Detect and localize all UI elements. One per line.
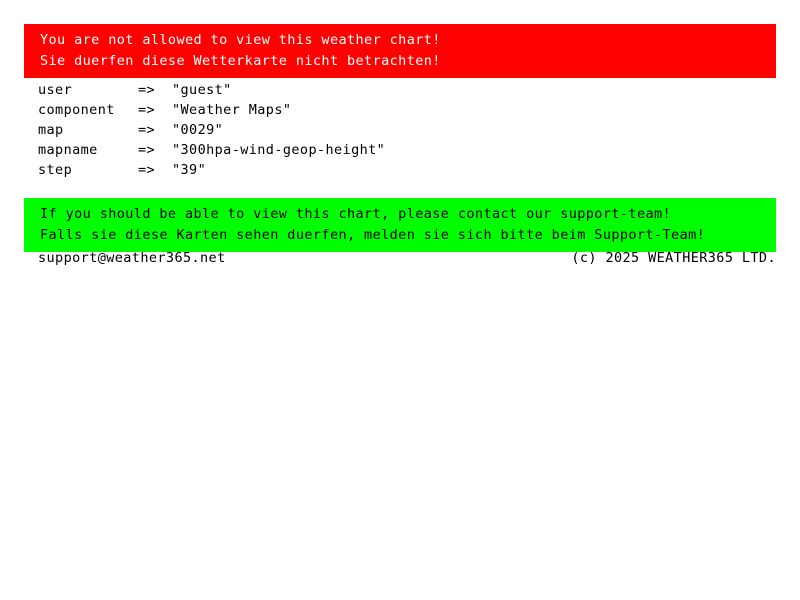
support-email-link[interactable]: support@weather365.net: [38, 250, 226, 266]
parameter-value: "guest": [172, 82, 232, 98]
parameter-row-mapname: [38, 140, 758, 160]
parameter-value: "300hpa-wind-geop-height": [172, 142, 386, 158]
error-banner-line-en: You are not allowed to view this weather chart!: [40, 32, 441, 48]
footer: [38, 250, 776, 266]
parameter-key: mapname: [38, 142, 98, 158]
parameter-value: "Weather Maps": [172, 102, 292, 118]
error-banner-line-de: Sie duerfen diese Wetterkarte nicht betrachten!: [40, 53, 441, 69]
parameter-arrow: =>: [138, 162, 156, 178]
error-banner: [24, 24, 776, 78]
parameter-arrow: =>: [138, 122, 156, 138]
parameter-row-step: [38, 160, 758, 180]
parameter-arrow: =>: [138, 82, 156, 98]
support-banner: [24, 198, 776, 252]
parameter-row-user: [38, 80, 758, 100]
parameter-row-map: [38, 120, 758, 140]
parameter-value: "0029": [172, 122, 224, 138]
parameter-key: component: [38, 102, 115, 118]
parameter-key: user: [38, 82, 73, 98]
support-banner-line-en: If you should be able to view this chart, please contact our support-team!: [40, 206, 672, 222]
parameter-list: [38, 80, 758, 180]
support-banner-line-de: Falls sie diese Karten sehen duerfen, melden sie sich bitte beim Support-Team!: [40, 227, 706, 243]
parameter-arrow: =>: [138, 102, 156, 118]
copyright-text: (c) 2025 WEATHER365 LTD.: [571, 250, 776, 266]
parameter-arrow: =>: [138, 142, 156, 158]
parameter-key: step: [38, 162, 73, 178]
parameter-value: "39": [172, 162, 207, 178]
parameter-key: map: [38, 122, 64, 138]
parameter-row-component: [38, 100, 758, 120]
